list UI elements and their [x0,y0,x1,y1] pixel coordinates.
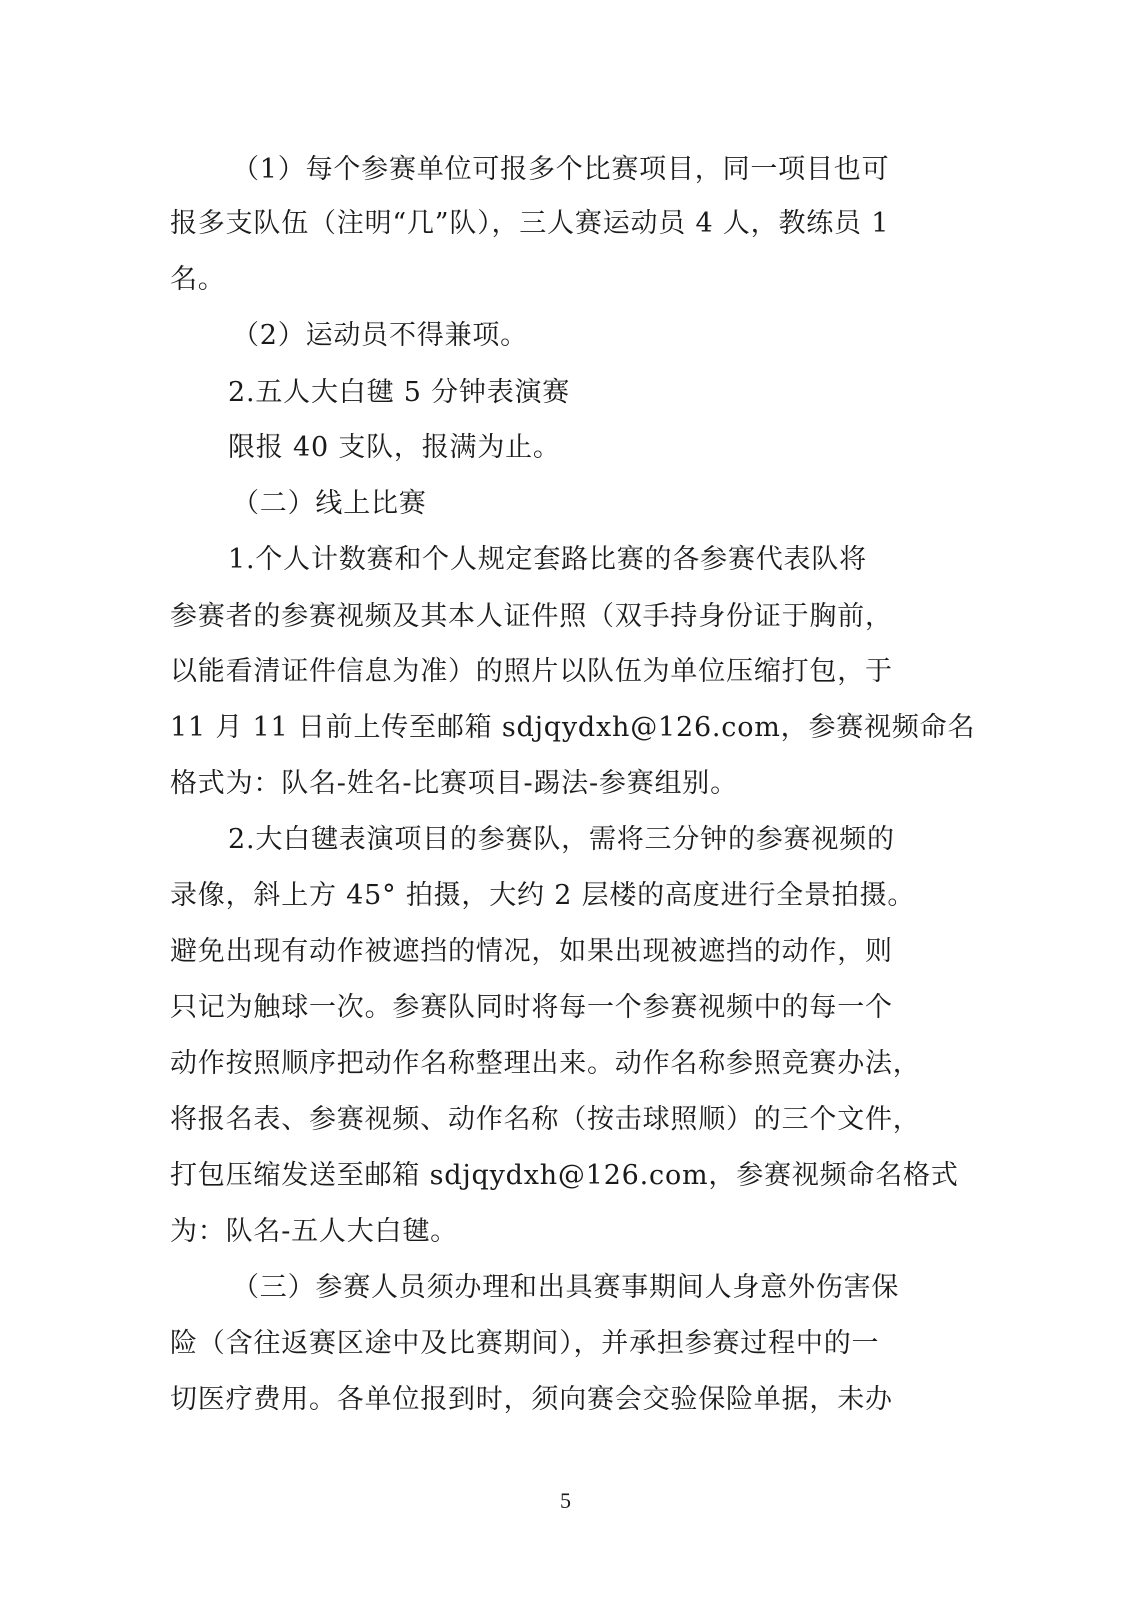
text-line: （三）参赛人员须办理和出具赛事期间人身意外伤害保 [232,1272,900,1303]
text-line: 只记为触球一次。参赛队同时将每一个参赛视频中的每一个 [170,992,893,1023]
text-line: 打包压缩发送至邮箱 sdjqydxh@126.com，参赛视频命名格式 [170,1160,959,1191]
text-line: 格式为：队名-姓名-比赛项目-踢法-参赛组别。 [170,768,738,799]
text-line: 名。 [170,264,226,295]
text-line: 限报 40 支队，报满为止。 [228,432,561,463]
text-line: 1.个人计数赛和个人规定套路比赛的各参赛代表队将 [228,544,867,575]
text-line: 避免出现有动作被遮挡的情况，如果出现被遮挡的动作，则 [170,936,893,967]
text-line: 险（含往返赛区途中及比赛期间），并承担参赛过程中的一 [170,1328,880,1359]
text-line: 将报名表、参赛视频、动作名称（按击球照顺）的三个文件， [170,1104,921,1135]
text-line: 报多支队伍（注明“几”队），三人赛运动员 4 人，教练员 1 [170,208,890,239]
text-line: 动作按照顺序把动作名称整理出来。动作名称参照竞赛办法， [170,1048,921,1079]
text-line: 为：队名-五人大白毽。 [170,1216,458,1247]
text-line: 2.五人大白毽 5 分钟表演赛 [228,377,571,408]
text-line: 11 月 11 日前上传至邮箱 sdjqydxh@126.com，参赛视频命名 [170,712,976,743]
text-line: 录像，斜上方 45° 拍摄，大约 2 层楼的高度进行全景拍摄。 [170,880,916,911]
text-line: 参赛者的参赛视频及其本人证件照（双手持身份证于胸前， [170,601,893,632]
text-line: （1）每个参赛单位可报多个比赛项目，同一项目也可 [232,154,890,185]
text-line: 切医疗费用。各单位报到时，须向赛会交验保险单据，未办 [170,1384,893,1415]
text-line: （二）线上比赛 [232,488,427,519]
text-line: 2.大白毽表演项目的参赛队，需将三分钟的参赛视频的 [228,824,895,855]
text-line: （2）运动员不得兼项。 [232,320,528,351]
page-number: 5 [560,1488,571,1513]
text-line: 以能看清证件信息为准）的照片以队伍为单位压缩打包，于 [170,656,893,687]
